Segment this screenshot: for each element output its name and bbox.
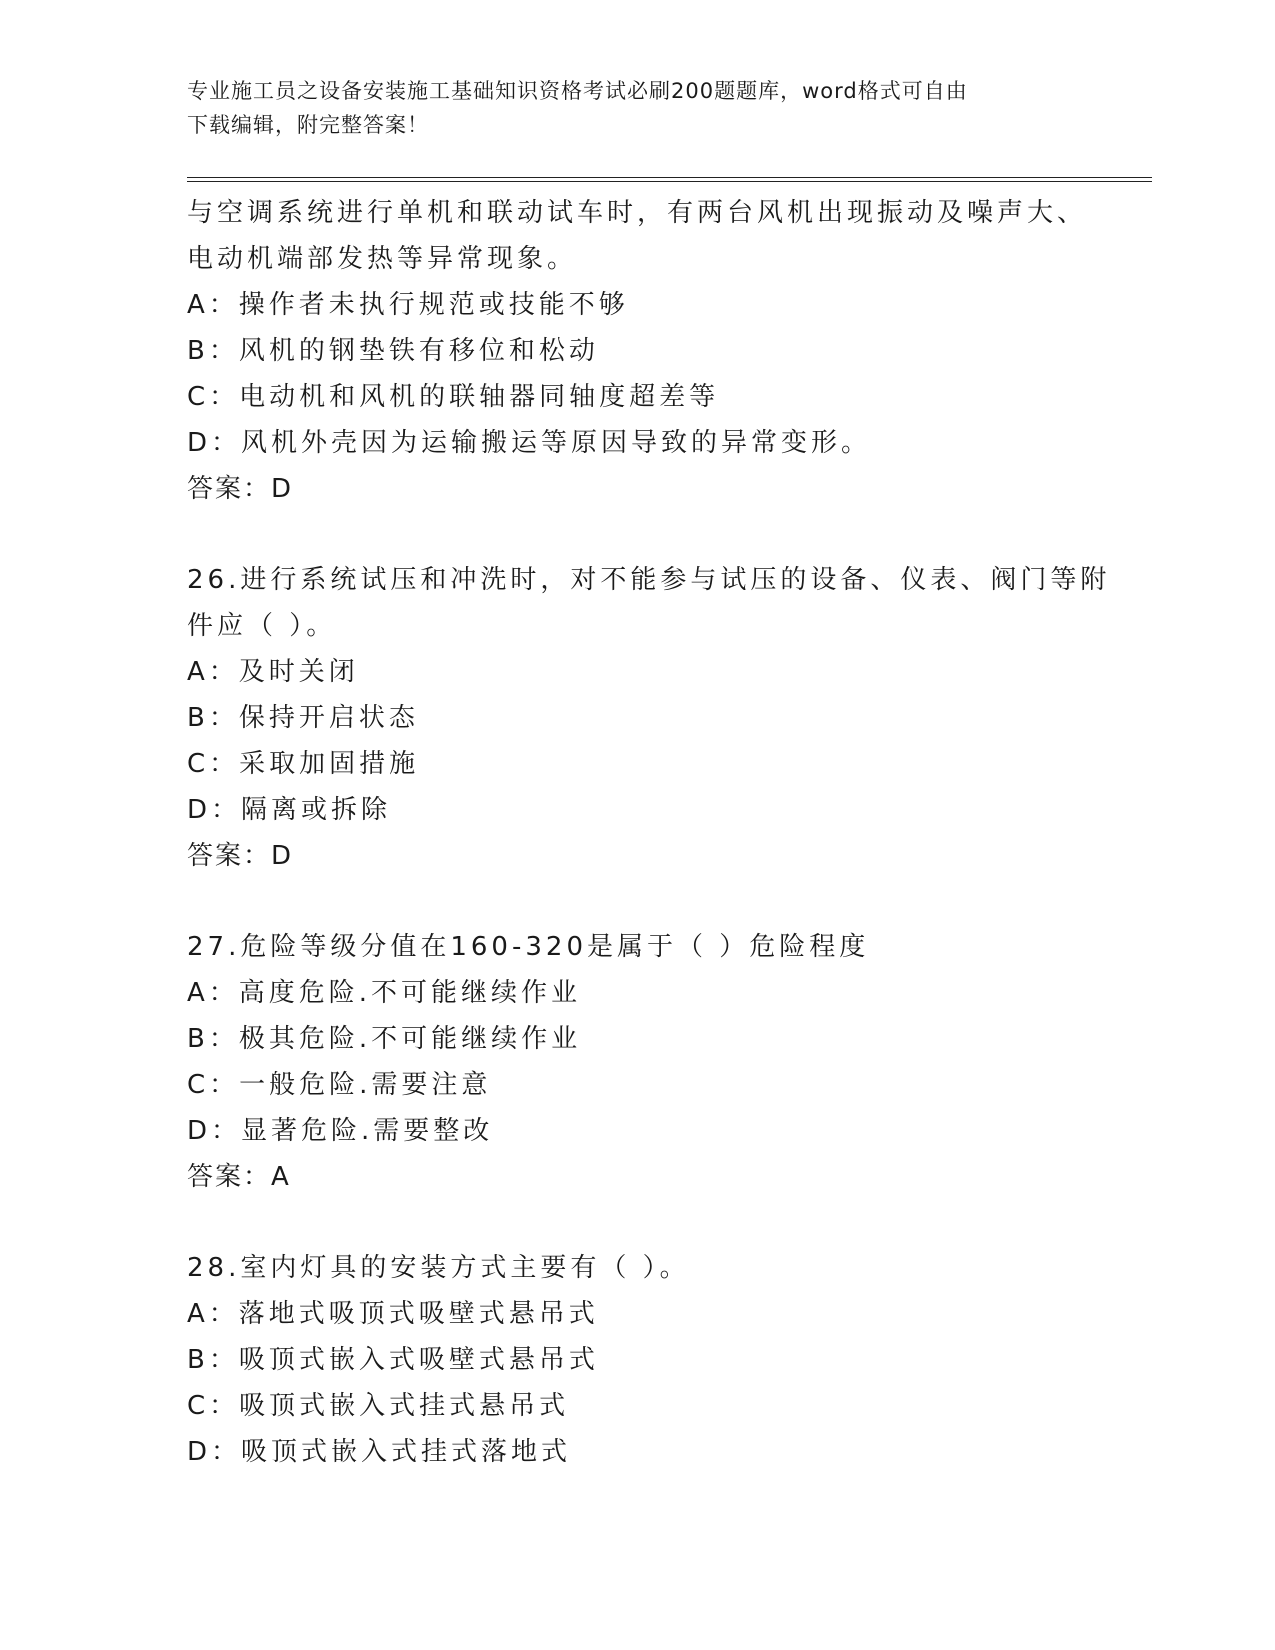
spacer (187, 879, 1137, 924)
option-c: C：一般危险.需要注意 (187, 1070, 492, 1100)
spacer (187, 512, 1137, 557)
option-d: D：隔离或拆除 (187, 795, 392, 825)
option-b: B：吸顶式嵌入式吸壁式悬吊式 (187, 1345, 599, 1375)
option-d: D：风机外壳因为运输搬运等原因导致的异常变形。 (187, 428, 872, 458)
option-c: C：电动机和风机的联轴器同轴度超差等 (187, 382, 720, 412)
question-stem-line: 26.进行系统试压和冲洗时，对不能参与试压的设备、仪表、阀门等附 (187, 565, 1111, 595)
document-header (187, 74, 1087, 142)
option-d: D：显著危险.需要整改 (187, 1116, 494, 1146)
header-line-1: 专业施工员之设备安装施工基础知识资格考试必刷200题题库，word格式可自由 (187, 79, 968, 103)
header-divider-top (187, 177, 1152, 178)
question-list (187, 190, 1137, 1475)
answer-line: 答案：D (187, 474, 294, 504)
question-stem-line: 电动机端部发热等异常现象。 (187, 244, 578, 274)
question-block-26 (187, 557, 1137, 879)
answer-line: 答案：D (187, 841, 294, 871)
option-a: A：高度危险.不可能继续作业 (187, 978, 582, 1008)
question-stem-line: 27.危险等级分值在160-320是属于（ ）危险程度 (187, 932, 870, 962)
question-stem-line: 与空调系统进行单机和联动试车时，有两台风机出现振动及噪声大、 (187, 198, 1088, 228)
option-c: C：采取加固措施 (187, 749, 420, 779)
question-stem-line: 件应（ ）。 (187, 611, 337, 641)
question-block-continued (187, 190, 1137, 512)
option-b: B：保持开启状态 (187, 703, 419, 733)
option-a: A：及时关闭 (187, 657, 359, 687)
option-b: B：风机的钢垫铁有移位和松动 (187, 336, 599, 366)
option-a: A：操作者未执行规范或技能不够 (187, 290, 629, 320)
answer-line: 答案：A (187, 1162, 291, 1192)
question-block-27 (187, 924, 1137, 1200)
header-divider-bottom (187, 181, 1152, 182)
spacer (187, 1200, 1137, 1245)
question-stem-line: 28.室内灯具的安装方式主要有（ ）。 (187, 1253, 690, 1283)
question-block-28 (187, 1245, 1137, 1475)
option-d: D：吸顶式嵌入式挂式落地式 (187, 1437, 572, 1467)
header-line-2: 下载编辑，附完整答案！ (187, 113, 429, 137)
option-a: A：落地式吸顶式吸壁式悬吊式 (187, 1299, 599, 1329)
option-c: C：吸顶式嵌入式挂式悬吊式 (187, 1391, 570, 1421)
option-b: B：极其危险.不可能继续作业 (187, 1024, 582, 1054)
